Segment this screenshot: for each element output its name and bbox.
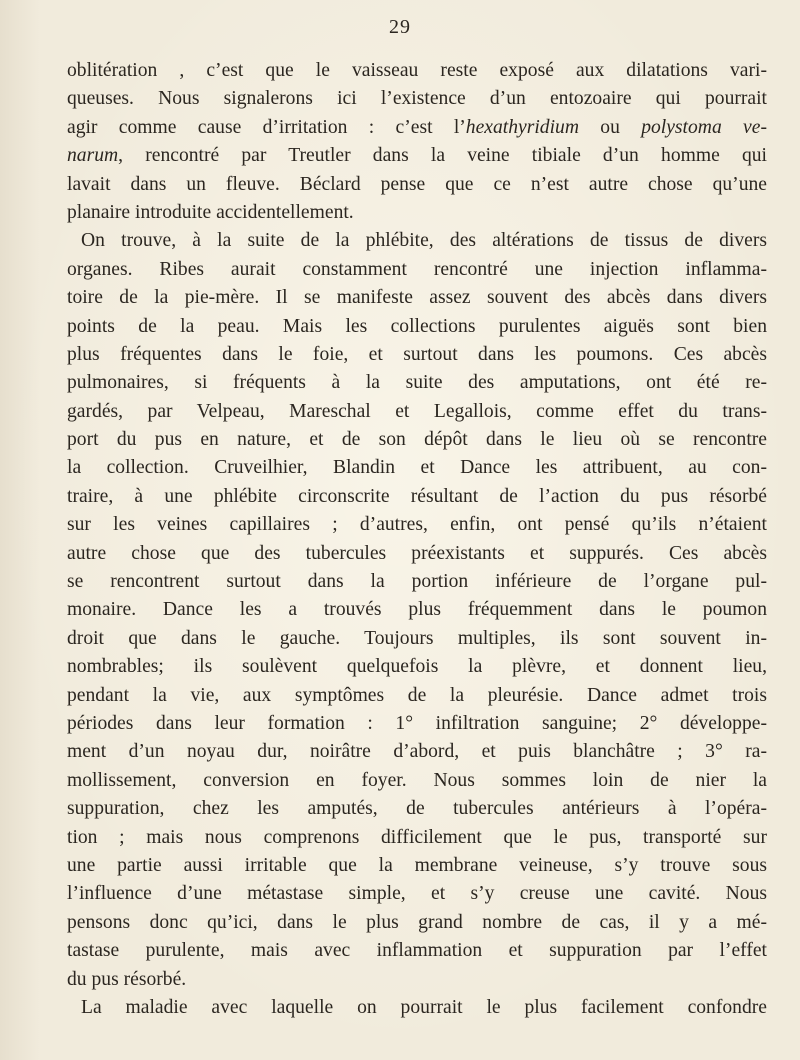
text-line: toire de la pie-mère. Il se manifeste assez souvent des abcès dans divers [67,287,767,309]
text-line: sur les veines capillaires ; d’autres, enfin, ont pensé qu’ils n’étaient [67,514,767,536]
text-line: traire, à une phlébite circonscrite résultant de l’action du pus résorbé [67,485,767,507]
text-line: périodes dans leur formation : 1° infiltration sanguine; 2° développe- [67,712,767,734]
text-line: nombrables; ils soulèvent quelquefois la plèvre, et donnent lieu, [67,656,767,678]
paragraph-start-line: La maladie avec laquelle on pourrait le plus facilement confondre [81,996,767,1018]
text-line: queuses. Nous signalerons ici l’existence d’un entozoaire qui pourrait [67,88,767,110]
text-line: pendant la vie, aux symptômes de la pleurésie. Dance admet trois [67,684,767,706]
text-line: tion ; mais nous comprenons difficilement que le pus, transporté sur [67,826,767,848]
text-run: agir comme cause d’irritation : c’est l’ [67,116,466,138]
text-line: points de la peau. Mais les collections purulentes aiguës sont bien [67,315,767,337]
text-line: pulmonaires, si fréquents à la suite des amputations, ont été re- [67,372,767,394]
text-line [67,114,767,142]
text-line: la collection. Cruveilhier, Blandin et Dance les attribuent, au con- [67,457,767,479]
italic-term-hexathyridium: hexathyridium [465,116,579,138]
text-line: gardés, par Velpeau, Mareschal et Legallois, comme effet du trans- [67,400,767,422]
text-line: oblitération , c’est que le vaisseau reste exposé aux dilatations vari- [67,60,767,81]
text-line: l’influence d’une métastase simple, et s’y creuse une cavité. Nous [67,883,767,905]
text-line [67,142,767,170]
text-line: port du pus en nature, et de son dépôt dans le lieu où se rencontre [67,429,767,451]
text-line: tastase purulente, mais avec inflammation et suppuration par l’effet [67,940,767,962]
text-line: planaire introduite accidentellement. [67,201,354,223]
text-line: se rencontrent surtout dans la portion inférieure de l’organe pul- [67,571,767,593]
text-line: mollissement, conversion en foyer. Nous sommes loin de nier la [67,769,767,791]
text-line: organes. Ribes aurait constamment rencontré une injection inflamma- [67,258,767,280]
page-number: 29 [389,16,411,38]
text-run: , rencontré par Treutler dans la veine tibiale d’un homme qui [118,145,767,167]
text-line: lavait dans un fleuve. Béclard pense que ce n’est autre chose qu’une [67,173,767,195]
paragraph-start-line: On trouve, à la suite de la phlébite, des altérations de tissus de divers [81,230,767,252]
text-line: pensons donc qu’ici, dans le plus grand nombre de cas, il y a mé- [67,911,767,933]
text-line: suppuration, chez les amputés, de tubercules antérieurs à l’opéra- [67,798,767,820]
text-run: ou [578,116,642,138]
text-line: du pus résorbé. [67,968,187,990]
italic-term-venarum: narum [67,145,119,167]
text-line: ment d’un noyau dur, noirâtre d’abord, et puis blanchâtre ; 3° ra- [67,741,767,763]
body-text [67,57,767,1022]
italic-term-polystoma: polystoma ve- [641,116,767,138]
text-line: plus fréquentes dans le foie, et surtout dans les poumons. Ces abcès [67,343,767,365]
text-line: monaire. Dance les a trouvés plus fréquemment dans le poumon [67,599,767,621]
text-line: droit que dans le gauche. Toujours multiples, ils sont souvent in- [67,627,767,649]
text-line: autre chose que des tubercules préexistants et suppurés. Ces abcès [67,542,767,564]
text-line: une partie aussi irritable que la membrane veineuse, s’y trouve sous [67,854,767,876]
